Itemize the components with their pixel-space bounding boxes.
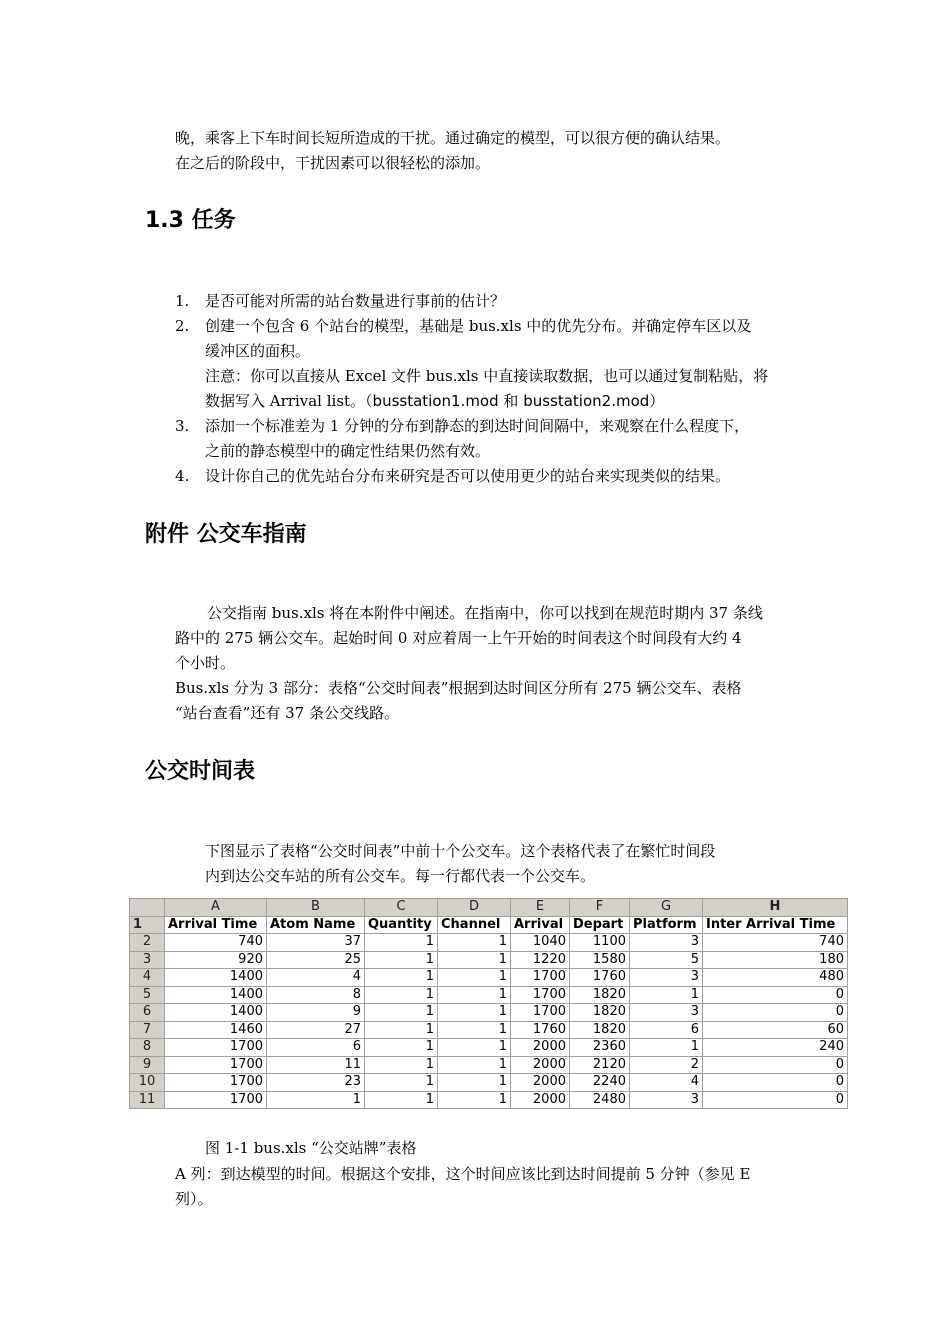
select-all-corner bbox=[130, 899, 165, 917]
table-cell: 0 bbox=[703, 1074, 848, 1092]
table-cell: 1700 bbox=[511, 1004, 570, 1022]
section-heading-appendix: 附件 公交车指南 bbox=[145, 522, 307, 547]
table-row bbox=[130, 986, 848, 1004]
header-cell: Platform bbox=[630, 916, 703, 934]
row-number: 3 bbox=[130, 951, 165, 969]
table-row bbox=[130, 1004, 848, 1022]
table-cell: 1700 bbox=[165, 1039, 267, 1057]
header-cell: Inter Arrival Time bbox=[703, 916, 848, 934]
table-cell: 2000 bbox=[511, 1074, 570, 1092]
section-heading-timetable: 公交时间表 bbox=[145, 759, 256, 784]
table-cell: 2240 bbox=[570, 1074, 630, 1092]
table-cell: 2360 bbox=[570, 1039, 630, 1057]
table-cell: 240 bbox=[703, 1039, 848, 1057]
table-cell: 27 bbox=[267, 1021, 365, 1039]
table-cell: 740 bbox=[703, 934, 848, 952]
header-cell: Atom Name bbox=[267, 916, 365, 934]
table-row bbox=[130, 951, 848, 969]
note-conjunction: 和 bbox=[498, 392, 524, 410]
task-1-line-1: 是否可能对所需的站台数量进行事前的估计？ bbox=[205, 292, 506, 310]
table-cell: 1 bbox=[438, 1021, 511, 1039]
table-cell: 480 bbox=[703, 969, 848, 987]
table-cell: 1820 bbox=[570, 1021, 630, 1039]
header-cell: Arrival bbox=[511, 916, 570, 934]
note-close: ） bbox=[649, 392, 665, 410]
table-cell: 0 bbox=[703, 1091, 848, 1109]
row-number: 4 bbox=[130, 969, 165, 987]
table-cell: 1400 bbox=[165, 969, 267, 987]
table-row bbox=[130, 1074, 848, 1092]
table-cell: 1700 bbox=[511, 969, 570, 987]
table-cell: 1700 bbox=[511, 986, 570, 1004]
table-cell: 1400 bbox=[165, 1004, 267, 1022]
appendix-line-2: 路中的 275 辆公交车。起始时间 0 对应着周一上午开始的时间表这个时间段有大约 4 bbox=[175, 629, 742, 647]
table-cell: 1 bbox=[438, 951, 511, 969]
row-number: 6 bbox=[130, 1004, 165, 1022]
task-3-line-1: 添加一个标准差为 1 分钟的分布到静态的到达时间间隔中，来观察在什么程度下， bbox=[205, 417, 750, 435]
header-cell: Quantity bbox=[365, 916, 438, 934]
table-cell: 60 bbox=[703, 1021, 848, 1039]
table-cell: 1820 bbox=[570, 986, 630, 1004]
table-cell: 3 bbox=[630, 969, 703, 987]
table-cell: 1 bbox=[365, 951, 438, 969]
column-header-d: D bbox=[438, 899, 511, 917]
column-a-desc-line-2: 列）。 bbox=[175, 1190, 213, 1208]
column-header-g: G bbox=[630, 899, 703, 917]
table-cell: 8 bbox=[267, 986, 365, 1004]
table-cell: 1220 bbox=[511, 951, 570, 969]
row-number: 5 bbox=[130, 986, 165, 1004]
header-row bbox=[130, 916, 848, 934]
table-cell: 2 bbox=[630, 1056, 703, 1074]
intro-line-1: 晚，乘客上下车时间长短所造成的干扰。通过确定的模型，可以很方便的确认结果。 bbox=[175, 129, 731, 147]
table-cell: 6 bbox=[630, 1021, 703, 1039]
bus-timetable-spreadsheet bbox=[129, 898, 848, 1109]
table-cell: 4 bbox=[267, 969, 365, 987]
table-cell: 1400 bbox=[165, 986, 267, 1004]
header-cell: Arrival Time bbox=[165, 916, 267, 934]
file-name-busstation2: busstation2.mod bbox=[523, 392, 650, 410]
table-cell: 2120 bbox=[570, 1056, 630, 1074]
table-cell: 5 bbox=[630, 951, 703, 969]
task-2-note-line-2 bbox=[205, 389, 664, 413]
table-cell: 9 bbox=[267, 1004, 365, 1022]
column-a-desc-line-1: A 列：到达模型的时间。根据这个安排，这个时间应该比到达时间提前 5 分钟（参见 E bbox=[175, 1165, 751, 1183]
table-cell: 37 bbox=[267, 934, 365, 952]
table-cell: 1 bbox=[365, 969, 438, 987]
table-cell: 180 bbox=[703, 951, 848, 969]
figure-caption: 图 1-1 bus.xls “公交站牌”表格 bbox=[205, 1139, 417, 1157]
table-row bbox=[130, 969, 848, 987]
table-cell: 0 bbox=[703, 1004, 848, 1022]
column-header-h: H bbox=[703, 899, 848, 917]
table-cell: 1760 bbox=[570, 969, 630, 987]
table-cell: 920 bbox=[165, 951, 267, 969]
table-cell: 1 bbox=[630, 986, 703, 1004]
table-cell: 1 bbox=[438, 1004, 511, 1022]
table-cell: 1 bbox=[365, 1004, 438, 1022]
row-number: 9 bbox=[130, 1056, 165, 1074]
column-header-e: E bbox=[511, 899, 570, 917]
table-cell: 25 bbox=[267, 951, 365, 969]
table-cell: 2000 bbox=[511, 1056, 570, 1074]
table-cell: 6 bbox=[267, 1039, 365, 1057]
table-cell: 1 bbox=[365, 986, 438, 1004]
task-2-note-line-1: 注意：你可以直接从 Excel 文件 bus.xls 中直接读取数据，也可以通过复制粘贴，将 bbox=[205, 367, 769, 385]
table-row bbox=[130, 1056, 848, 1074]
column-header-a: A bbox=[165, 899, 267, 917]
table-cell: 1460 bbox=[165, 1021, 267, 1039]
appendix-line-3: 个小时。 bbox=[175, 654, 236, 672]
header-cell: Depart bbox=[570, 916, 630, 934]
row-number: 1 bbox=[130, 916, 165, 934]
table-cell: 1580 bbox=[570, 951, 630, 969]
task-number-4: 4. bbox=[175, 467, 190, 485]
table-cell: 2000 bbox=[511, 1091, 570, 1109]
table-row bbox=[130, 1021, 848, 1039]
note-text: 数据写入 Arrival list。（ bbox=[205, 392, 373, 410]
table-cell: 4 bbox=[630, 1074, 703, 1092]
table-cell: 3 bbox=[630, 1091, 703, 1109]
table-cell: 11 bbox=[267, 1056, 365, 1074]
table-cell: 1 bbox=[438, 1039, 511, 1057]
table-cell: 1700 bbox=[165, 1091, 267, 1109]
table-cell: 1700 bbox=[165, 1074, 267, 1092]
column-header-c: C bbox=[365, 899, 438, 917]
table-cell: 1 bbox=[365, 1021, 438, 1039]
row-number: 8 bbox=[130, 1039, 165, 1057]
column-header-f: F bbox=[570, 899, 630, 917]
table-cell: 1 bbox=[438, 969, 511, 987]
table-cell: 1 bbox=[365, 1091, 438, 1109]
table-cell: 2000 bbox=[511, 1039, 570, 1057]
column-header-b: B bbox=[267, 899, 365, 917]
table-cell: 1 bbox=[438, 1091, 511, 1109]
task-3-line-2: 之前的静态模型中的确定性结果仍然有效。 bbox=[205, 442, 491, 460]
column-letter-row bbox=[130, 899, 848, 917]
table-cell: 2480 bbox=[570, 1091, 630, 1109]
table-cell: 0 bbox=[703, 986, 848, 1004]
task-2-line-1: 创建一个包含 6 个站台的模型，基础是 bus.xls 中的优先分布。并确定停车区以及 bbox=[205, 317, 752, 335]
table-cell: 1 bbox=[438, 986, 511, 1004]
table-cell: 1 bbox=[267, 1091, 365, 1109]
header-cell: Channel bbox=[438, 916, 511, 934]
table-row bbox=[130, 1039, 848, 1057]
timetable-desc-line-1: 下图显示了表格“公交时间表”中前十个公交车。这个表格代表了在繁忙时间段 bbox=[205, 842, 716, 860]
table-row bbox=[130, 1091, 848, 1109]
row-number: 10 bbox=[130, 1074, 165, 1092]
table-cell: 1 bbox=[630, 1039, 703, 1057]
row-number: 11 bbox=[130, 1091, 165, 1109]
table-cell: 3 bbox=[630, 1004, 703, 1022]
row-number: 7 bbox=[130, 1021, 165, 1039]
appendix-line-4: Bus.xls 分为 3 部分：表格“公交时间表”根据到达时间区分所有 275 辆公交车、表格 bbox=[175, 679, 742, 697]
table-cell: 1 bbox=[438, 1056, 511, 1074]
table-cell: 3 bbox=[630, 934, 703, 952]
task-number-1: 1. bbox=[175, 292, 190, 310]
table-cell: 1100 bbox=[570, 934, 630, 952]
table-cell: 1040 bbox=[511, 934, 570, 952]
intro-line-2: 在之后的阶段中，干扰因素可以很轻松的添加。 bbox=[175, 154, 491, 172]
task-4-line-1: 设计你自己的优先站台分布来研究是否可以使用更少的站台来实现类似的结果。 bbox=[205, 467, 731, 485]
task-number-2: 2. bbox=[175, 317, 190, 335]
table-cell: 740 bbox=[165, 934, 267, 952]
section-heading-tasks: 1.3 任务 bbox=[145, 208, 236, 233]
task-2-line-2: 缓冲区的面积。 bbox=[205, 342, 311, 360]
table-row bbox=[130, 934, 848, 952]
table-cell: 1 bbox=[365, 1039, 438, 1057]
file-name-busstation1: busstation1.mod bbox=[372, 392, 499, 410]
table-cell: 1 bbox=[365, 1074, 438, 1092]
task-number-3: 3. bbox=[175, 417, 190, 435]
appendix-line-1: 公交指南 bus.xls 将在本附件中阐述。在指南中，你可以找到在规范时期内 37 条线 bbox=[207, 604, 763, 622]
table-cell: 1 bbox=[365, 934, 438, 952]
table-cell: 1700 bbox=[165, 1056, 267, 1074]
table-cell: 23 bbox=[267, 1074, 365, 1092]
row-number: 2 bbox=[130, 934, 165, 952]
timetable-desc-line-2: 内到达公交车站的所有公交车。每一行都代表一个公交车。 bbox=[205, 867, 596, 885]
table-cell: 1 bbox=[438, 934, 511, 952]
table-cell: 1760 bbox=[511, 1021, 570, 1039]
appendix-line-5: “站台查看”还有 37 条公交线路。 bbox=[175, 704, 399, 722]
table-cell: 1 bbox=[438, 1074, 511, 1092]
table-cell: 1 bbox=[365, 1056, 438, 1074]
table-cell: 1820 bbox=[570, 1004, 630, 1022]
table-cell: 0 bbox=[703, 1056, 848, 1074]
